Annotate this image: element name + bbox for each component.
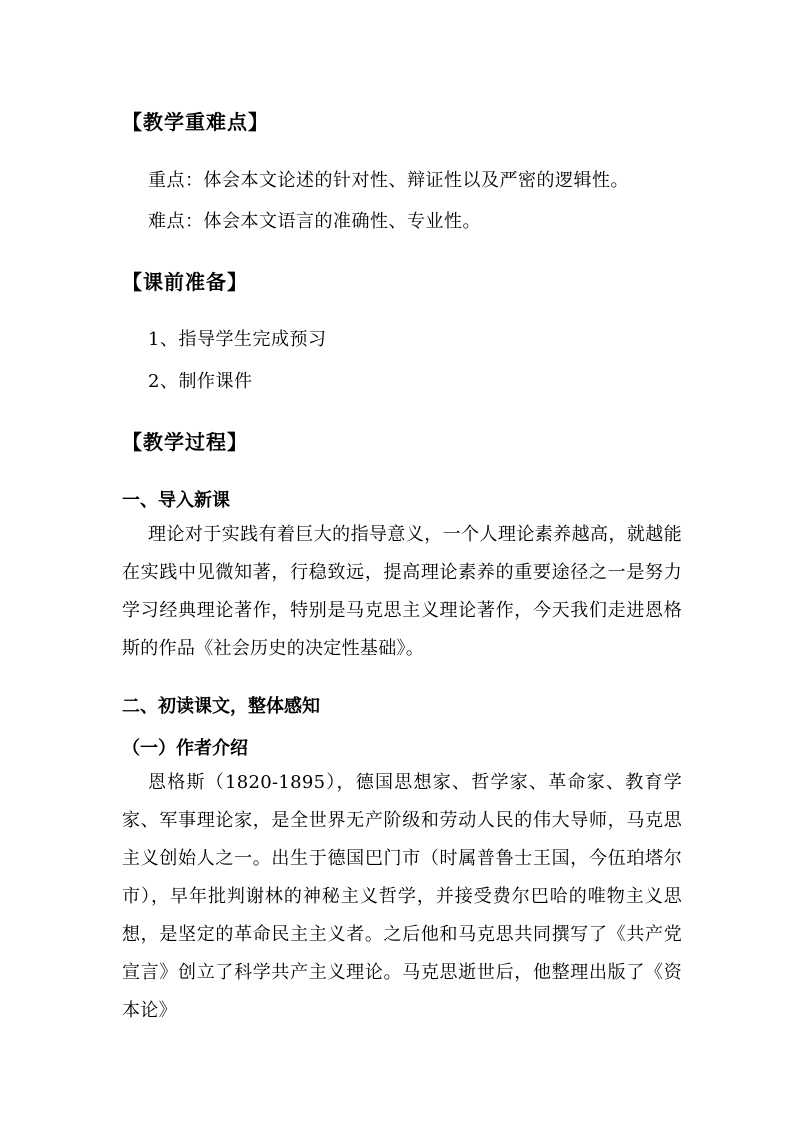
- preparation-item-2: 2、制作课件: [148, 371, 253, 392]
- process-heading: 【教学过程】: [122, 430, 248, 454]
- author-intro-paragraph: 恩格斯（1820-1895），德国思想家、哲学家、革命家、教育学家、军事理论家，是全世界无产阶级和劳动人民的伟大导师，马克思主义创始人之一。出生于德国巴门市（时属普鲁士王国，今伍珀塔尔市），早年批判谢林的神秘主义哲学，并接受费尔巴哈的唯物主义思想，是坚定的革命民主主义者。之后他和马克思共同撰写了《共产党宣言》创立了科学共产主义理论。马克思逝世后，他整理出版了《资本论》: [122, 772, 682, 1021]
- preparation-item-1: 1、指导学生完成预习: [148, 329, 327, 350]
- key-points-heading: 【教学重难点】: [122, 110, 269, 134]
- part1-paragraph: 理论对于实践有着巨大的指导意义，一个人理论素养越高，就越能在实践中见微知著，行稳致远，提高理论素养的重要途径之一是努力学习经典理论著作，特别是马克思主义理论著作，今天我们走进恩格斯的作品《社会历史的决定性基础》。: [122, 524, 682, 659]
- preparation-heading: 【课前准备】: [122, 270, 248, 294]
- part2-title: 二、初读课文，整体感知: [122, 696, 320, 717]
- author-intro-subtitle: （一）作者介绍: [122, 738, 248, 759]
- difficulty-line: 难点：体会本文语言的准确性、专业性。: [148, 211, 481, 232]
- focus-line: 重点：体会本文论述的针对性、辩证性以及严密的逻辑性。: [148, 170, 629, 191]
- part1-title: 一、导入新课: [122, 490, 230, 511]
